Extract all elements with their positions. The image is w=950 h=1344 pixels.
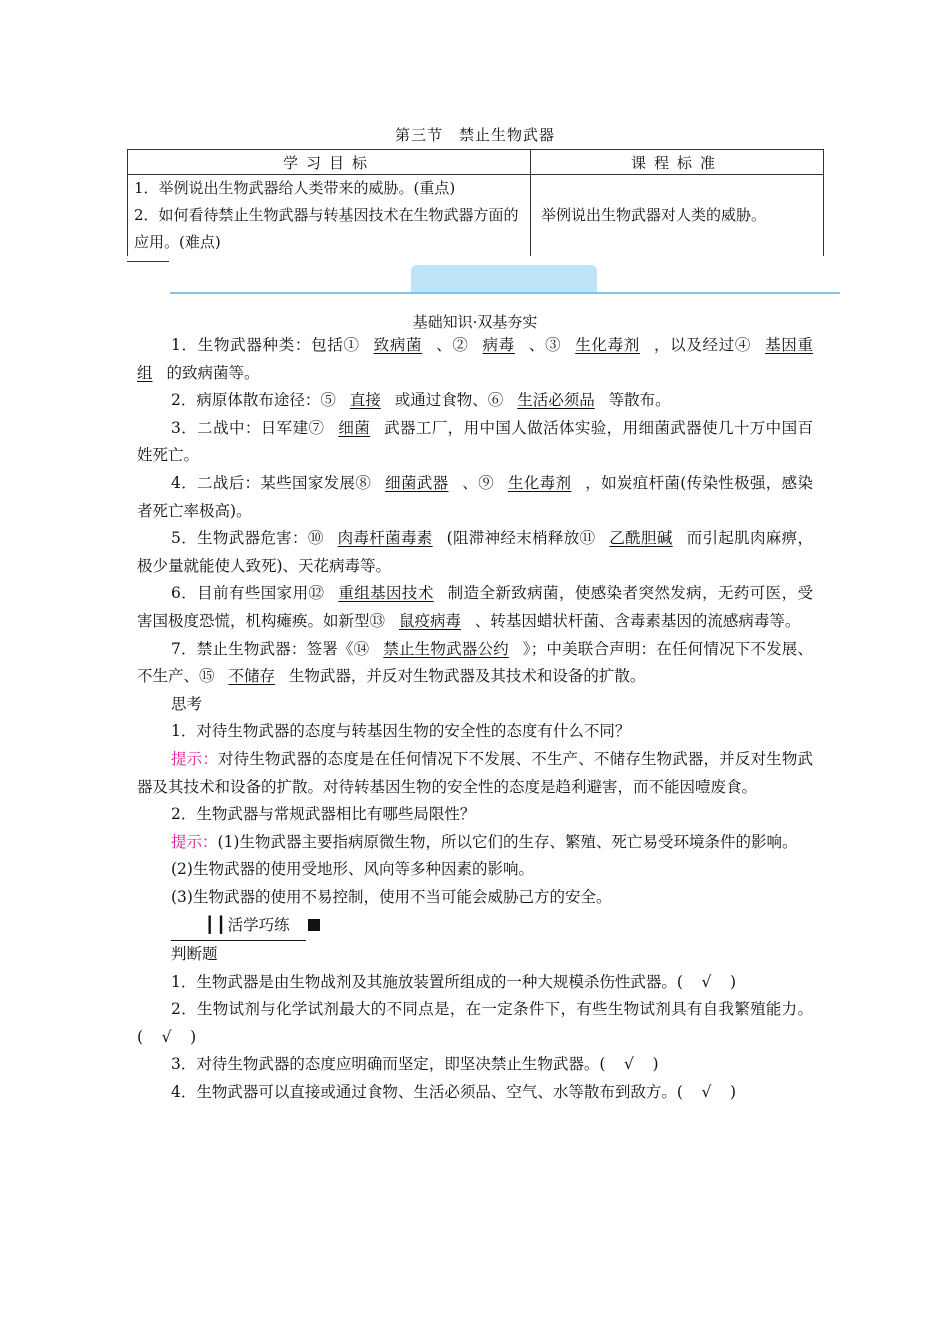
fill-blank-answer: 病毒 — [482, 336, 515, 354]
judge-item-4: 4．生物武器可以直接或通过食物、生活必须品、空气、水等散布到敌方。( √ ) — [171, 1083, 737, 1102]
fill-blank-answer: 生化毒剂 — [575, 336, 641, 354]
knowledge-item-5: 5．生物武器危害：⑩ 肉毒杆菌毒素 (阻滞神经末梢释放⑪ 乙酰胆碱 而引起肌肉麻痹，极少量就能使人致死)、天花病毒等。 — [137, 529, 813, 575]
fill-blank-answer: 生活必须品 — [517, 391, 595, 410]
fill-blank-answer: 不储存 — [228, 667, 275, 686]
fill-blank-answer: 细菌武器 — [385, 473, 449, 492]
section-banner-line — [170, 292, 840, 294]
fill-blank-answer: 重组基因技术 — [338, 584, 434, 603]
fill-blank-answer: 禁止生物武器公约 — [383, 639, 509, 658]
hint-label: 提示： — [171, 832, 218, 851]
fill-blank-answer: 鼠疫病毒 — [398, 611, 461, 630]
think-answer-2-point-2: (2)生物武器的使用受地形、风向等多种因素的影响。 — [171, 860, 534, 879]
page-title: 第三节 禁止生物武器 — [394, 126, 555, 144]
practice-subheading: 判断题 — [171, 945, 218, 964]
goal-item: 1．举例说出生物武器给人类带来的威胁。(重点) — [134, 179, 456, 197]
goals-table — [127, 149, 824, 256]
hint-label: 提示： — [171, 749, 218, 768]
bar-icon: ┃┃ — [205, 915, 228, 935]
judge-item-2: 2．生物试剂与化学试剂最大的不同点是，在一定条件下，有些生物试剂具有自我繁殖能力。( √ ) — [137, 1000, 813, 1046]
fill-blank-answer: 生化毒剂 — [508, 473, 572, 492]
think-answer-2-point-3: (3)生物武器的使用不易控制，使用不当可能会威胁己方的安全。 — [171, 887, 612, 906]
knowledge-item-1: 1．生物武器种类：包括① 致病菌 、② 病毒 、③ 生化毒剂 ，以及经过④ 基因重组 的致病菌等。 — [137, 336, 813, 382]
knowledge-item-2: 2．病原体散布途径：⑤ 直接 或通过食物、⑥ 生活必须品 等散布。 — [171, 391, 671, 410]
section-banner-tab — [411, 265, 597, 293]
knowledge-item-6: 6．目前有些国家用⑫ 重组基因技术 制造全新致病菌，使感染者突然发病，无药可医，受害国极度恐慌，机构瘫痪。如新型⑬ 鼠疫病毒 、转基因蜡状杆菌、含毒素基因的流感病毒等。 — [137, 584, 813, 630]
practice-heading: ┃┃活学巧练 — [171, 911, 306, 941]
think-answer-2: 提示：(1)生物武器主要指病原微生物，所以它们的生存、繁殖、死亡易受环境条件的影响。 — [171, 832, 798, 851]
fill-blank-answer: 乙酰胆碱 — [609, 529, 673, 548]
judge-item-1: 1．生物武器是由生物战剂及其施放装置所组成的一种大规模杀伤性武器。( √ ) — [171, 972, 737, 991]
think-heading: 思考 — [171, 694, 203, 713]
knowledge-item-4: 4．二战后：某些国家发展⑧ 细菌武器 、⑨ 生化毒剂 ，如炭疽杆菌(传染性极强，感染者死亡率极高)。 — [137, 473, 813, 520]
standards-cell: 举例说出生物武器对人类的威胁。 — [531, 175, 824, 257]
judge-item-3: 3．对待生物武器的态度应明确而坚定，即坚决禁止生物武器。( √ ) — [171, 1055, 659, 1074]
check-mark: √ — [701, 1083, 712, 1102]
section-heading: 基础知识·双基夯实 — [412, 313, 538, 331]
check-mark: √ — [161, 1027, 172, 1046]
check-mark: √ — [701, 972, 712, 991]
fill-blank-answer: 致病菌 — [373, 336, 423, 354]
goals-cell — [128, 175, 531, 257]
goal-item: 2．如何看待禁止生物武器与转基因技术在生物武器方面的应用。(难点) — [134, 206, 519, 251]
table-bottom-rule — [127, 261, 169, 262]
standards-header: 课程标准 — [531, 150, 824, 175]
think-question-2: 2．生物武器与常规武器相比有哪些局限性？ — [171, 805, 476, 824]
main-content — [137, 332, 813, 1107]
fill-blank-answer: 基因重组 — [137, 336, 813, 382]
black-square-icon — [308, 919, 320, 931]
check-mark: √ — [624, 1055, 634, 1074]
knowledge-item-3: 3．二战中：日军建⑦ 细菌 武器工厂，用中国人做活体实验，用细菌武器使几十万中国百姓死亡。 — [137, 418, 813, 465]
goals-header: 学习目标 — [128, 150, 531, 175]
fill-blank-answer: 直接 — [349, 391, 381, 410]
knowledge-item-7: 7．禁止生物武器：签署《⑭ 禁止生物武器公约 》；中美联合声明：在任何情况下不发展、不生产、⑮ 不储存 生物武器，并反对生物武器及其技术和设备的扩散。 — [137, 639, 813, 686]
fill-blank-answer: 肉毒杆菌毒素 — [337, 529, 433, 548]
practice-heading-row — [137, 911, 813, 941]
think-answer-1: 提示：对待生物武器的态度是在任何情况下不发展、不生产、不储存生物武器，并反对生物武器及其技术和设备的扩散。对待转基因生物的安全性的态度是趋利避害，而不能因噎废食。 — [137, 749, 813, 796]
think-question-1: 1．对待生物武器的态度与转基因生物的安全性的态度有什么不同？ — [171, 722, 631, 741]
fill-blank-answer: 细菌 — [338, 418, 371, 437]
